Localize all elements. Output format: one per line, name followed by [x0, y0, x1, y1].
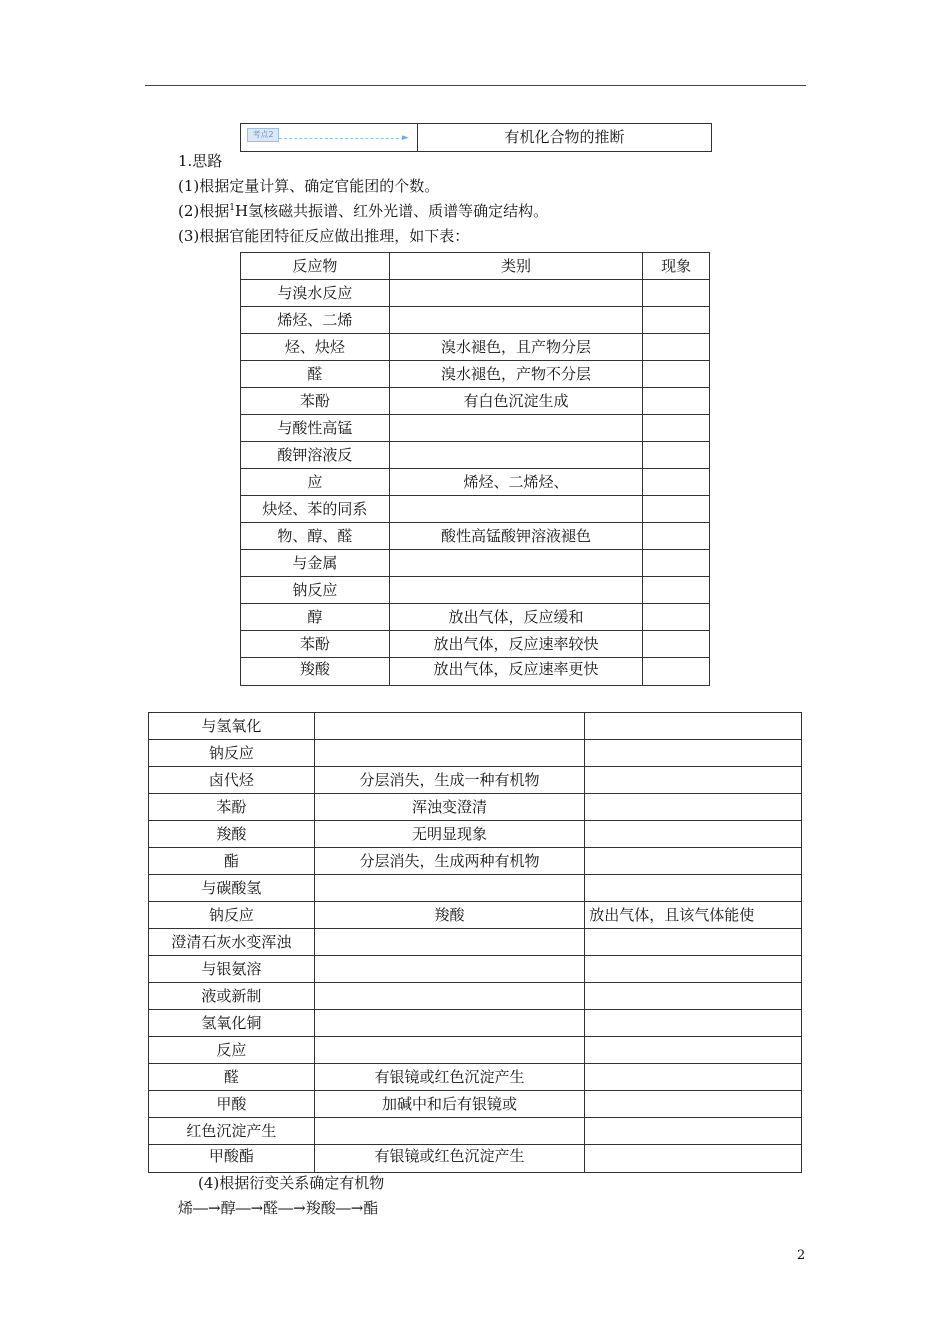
paragraph-2: (2)根据$^1$H氢核磁共振谱、红外光谱、质谱等确定结构。 [178, 202, 549, 220]
table-row [149, 1091, 802, 1118]
table-header-cell: 现象 [643, 253, 710, 280]
table-row [149, 713, 802, 740]
table-row [149, 983, 802, 1010]
table-cell [643, 415, 710, 442]
table-cell: 酸钾溶液反 [241, 442, 390, 469]
table-row [149, 1145, 802, 1173]
paragraph-1: (1)根据定量计算、确定官能团的个数。 [178, 177, 440, 195]
table-cell: 钠反应 [149, 902, 315, 929]
table-cell: 醛 [241, 361, 390, 388]
table-row [241, 577, 710, 604]
table-row [149, 929, 802, 956]
table-cell: 放出气体，且该气体能使 [585, 902, 802, 929]
paragraph-4: (4)根据衍变关系确定有机物 [198, 1174, 385, 1192]
table-row [241, 415, 710, 442]
table-cell: 放出气体，反应速率较快 [389, 631, 642, 658]
table-cell: 分层消失，生成一种有机物 [314, 767, 584, 794]
table-cell: 酸性高锰酸钾溶液褪色 [389, 523, 642, 550]
table-cell [585, 1037, 802, 1064]
table-cell: 与碳酸氢 [149, 875, 315, 902]
table-cell [643, 577, 710, 604]
arrow-right-icon: ► [402, 133, 409, 143]
table-row [149, 1118, 802, 1145]
table-row [241, 604, 710, 631]
table-cell: 钠反应 [241, 577, 390, 604]
table-cell [389, 550, 642, 577]
table-cell [314, 956, 584, 983]
table-cell [389, 415, 642, 442]
table-cell: 醇 [241, 604, 390, 631]
section-tag: 考点2 [247, 128, 279, 142]
table-cell [389, 496, 642, 523]
tag-dashed-line [279, 138, 404, 139]
table-cell [643, 469, 710, 496]
table-cell [585, 875, 802, 902]
derivation-chain: 烯―→醇―→醛―→羧酸―→酯 [178, 1199, 379, 1217]
table-cell: 苯酚 [149, 794, 315, 821]
table-cell [314, 1010, 584, 1037]
table-cell: 与银氨溶 [149, 956, 315, 983]
table-cell [643, 280, 710, 307]
table-row [241, 388, 710, 415]
table-cell: 酯 [149, 848, 315, 875]
table-cell [389, 577, 642, 604]
table-cell [389, 307, 642, 334]
section-title: 有机化合物的推断 [504, 128, 625, 146]
table-cell: 羧酸 [314, 902, 584, 929]
table-cell [585, 1064, 802, 1091]
table-cell: 溴水褪色，产物不分层 [389, 361, 642, 388]
table-row [149, 875, 802, 902]
table-cell [643, 604, 710, 631]
paragraph-3: (3)根据官能团特征反应做出推理，如下表： [178, 227, 470, 245]
table-cell: 苯酚 [241, 388, 390, 415]
header-tag-cell [241, 124, 418, 151]
table-cell: 与金属 [241, 550, 390, 577]
table-cell [389, 442, 642, 469]
table-cell [314, 740, 584, 767]
table-row [149, 902, 802, 929]
table-cell [643, 658, 710, 686]
page-number: 2 [797, 1248, 806, 1263]
table-cell: 烯烃、二烯 [241, 307, 390, 334]
table-row [149, 740, 802, 767]
table-cell: 红色沉淀产生 [149, 1118, 315, 1145]
table-row [241, 496, 710, 523]
header-rule [145, 85, 806, 86]
table-cell: 甲酸酯 [149, 1145, 315, 1173]
table-header-cell: 类别 [389, 253, 642, 280]
table-row [241, 550, 710, 577]
table-cell [585, 740, 802, 767]
table-cell [389, 280, 642, 307]
table-cell [314, 1037, 584, 1064]
table-row [149, 848, 802, 875]
table-cell [314, 983, 584, 1010]
table-cell: 氢氧化铜 [149, 1010, 315, 1037]
table-row [149, 1037, 802, 1064]
table-cell: 烯烃、二烯烃、 [389, 469, 642, 496]
table-row [149, 767, 802, 794]
table-cell [643, 388, 710, 415]
table-cell: 炔烃、苯的同系 [241, 496, 390, 523]
table-row [241, 631, 710, 658]
table-cell [585, 821, 802, 848]
table-row [149, 956, 802, 983]
table-cell: 澄清石灰水变浑浊 [149, 929, 315, 956]
table-cell [585, 1010, 802, 1037]
table-cell: 与氢氧化 [149, 713, 315, 740]
table-cell: 放出气体，反应速率更快 [389, 658, 642, 686]
table-cell [643, 496, 710, 523]
table-cell: 有白色沉淀生成 [389, 388, 642, 415]
table-cell [585, 929, 802, 956]
table-cell [643, 442, 710, 469]
table-cell: 反应 [149, 1037, 315, 1064]
table-cell: 浑浊变澄清 [314, 794, 584, 821]
table-cell: 无明显现象 [314, 821, 584, 848]
table-cell [585, 794, 802, 821]
table-cell [643, 307, 710, 334]
table-row [241, 361, 710, 388]
table-cell: 甲酸 [149, 1091, 315, 1118]
table-cell [643, 631, 710, 658]
table-row [241, 442, 710, 469]
table-cell: 钠反应 [149, 740, 315, 767]
table-row [149, 1064, 802, 1091]
table-row [241, 307, 710, 334]
table-cell: 有银镜或红色沉淀产生 [314, 1064, 584, 1091]
table-cell: 放出气体，反应缓和 [389, 604, 642, 631]
table-cell: 溴水褪色，且产物分层 [389, 334, 642, 361]
reaction-table-2 [148, 712, 802, 1173]
table-cell [314, 713, 584, 740]
reaction-table-1 [240, 252, 710, 686]
table-row [241, 334, 710, 361]
table-cell: 羧酸 [241, 658, 390, 686]
table-cell [585, 713, 802, 740]
table-cell [585, 956, 802, 983]
table-cell [585, 1118, 802, 1145]
table-cell: 苯酚 [241, 631, 390, 658]
table-cell: 羧酸 [149, 821, 315, 848]
table-cell [643, 523, 710, 550]
table-header-cell: 反应物 [241, 253, 390, 280]
table-cell: 卤代烃 [149, 767, 315, 794]
table-row [149, 1010, 802, 1037]
table-cell: 物、醇、醛 [241, 523, 390, 550]
table-row [241, 469, 710, 496]
table-cell [585, 767, 802, 794]
table-row [241, 523, 710, 550]
table-cell [643, 550, 710, 577]
table-row [241, 280, 710, 307]
table-cell [643, 334, 710, 361]
table-cell: 分层消失，生成两种有机物 [314, 848, 584, 875]
table-cell [314, 1118, 584, 1145]
table-row [149, 794, 802, 821]
table-cell: 液或新制 [149, 983, 315, 1010]
table-cell: 加碱中和后有银镜或 [314, 1091, 584, 1118]
table-cell: 烃、炔烃 [241, 334, 390, 361]
table-cell [585, 1145, 802, 1173]
table-row [149, 821, 802, 848]
table-cell: 应 [241, 469, 390, 496]
table-cell [314, 875, 584, 902]
table-cell [585, 848, 802, 875]
table-cell [643, 361, 710, 388]
table-cell [585, 1091, 802, 1118]
table-header-row [241, 253, 710, 280]
table-cell [314, 929, 584, 956]
table-cell: 有银镜或红色沉淀产生 [314, 1145, 584, 1173]
heading-approach: 1.思路 [178, 152, 223, 170]
table-row [241, 658, 710, 686]
table-cell [585, 983, 802, 1010]
table-cell: 与酸性高锰 [241, 415, 390, 442]
table-cell: 与溴水反应 [241, 280, 390, 307]
section-header-box [240, 123, 712, 152]
table-cell: 醛 [149, 1064, 315, 1091]
